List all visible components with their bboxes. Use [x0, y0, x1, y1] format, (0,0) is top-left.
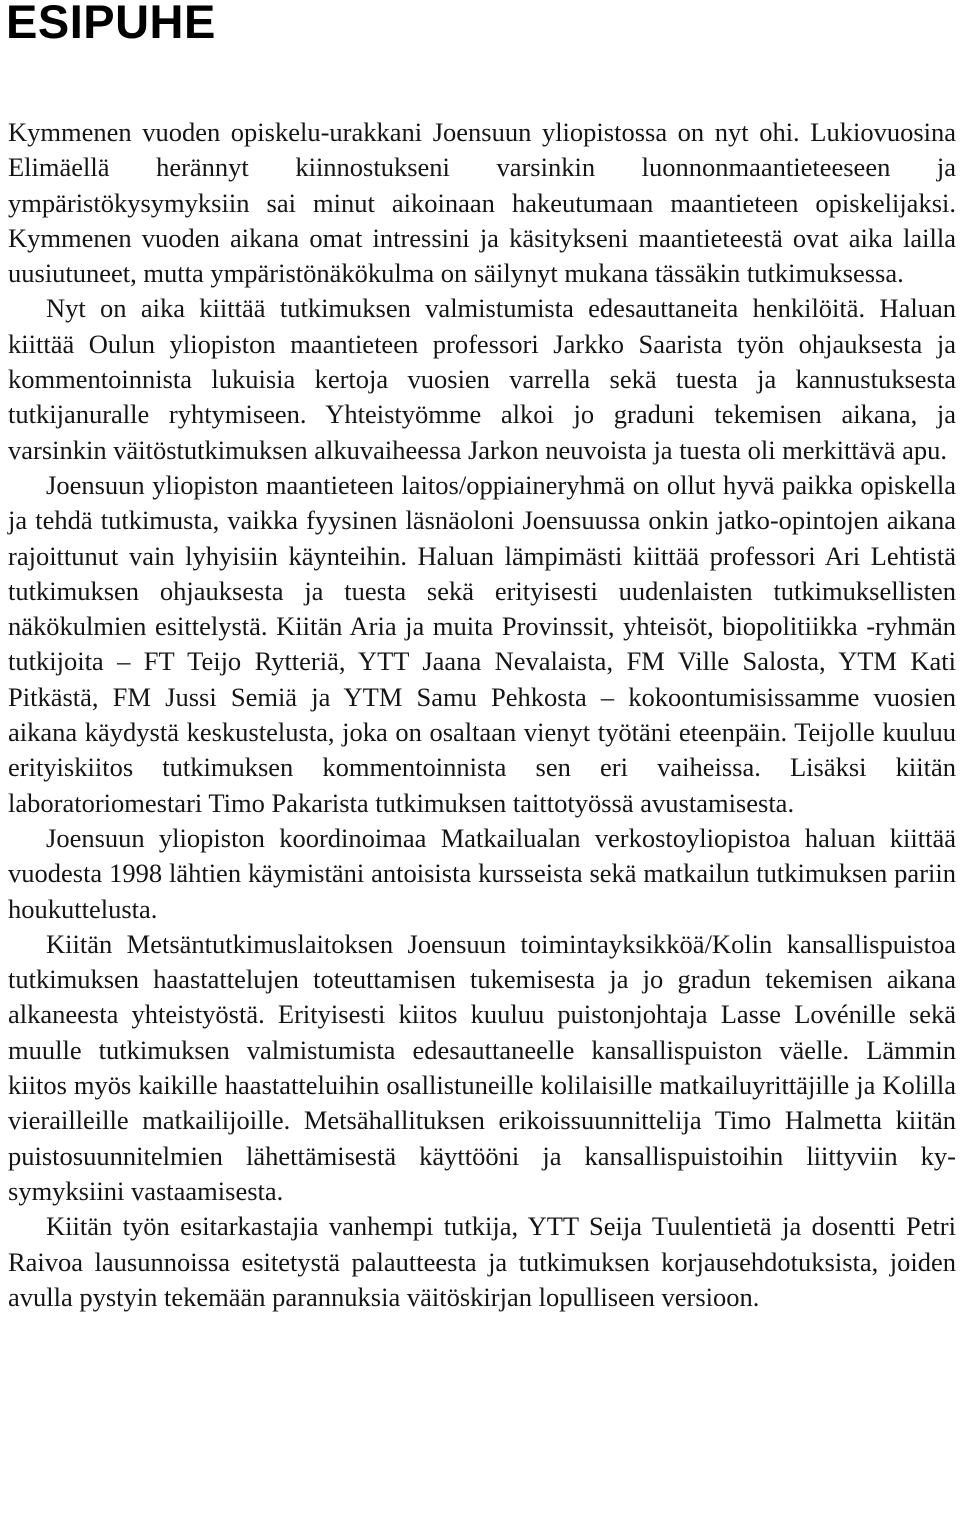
paragraph-5: Kiitän Metsäntutkimuslaitoksen Joensuun toimintayksikköä/Kolin kansallispuistoa tutkimuksen haastattelujen toteuttamisen tukemisesta ja jo gradun tekemisen aikana alkaneesta yhteistyöstä. Erityisesti kiitos kuuluu puistonjohtaja Lasse Lovénille sekä muulle tutkimuksen valmistumista edesauttaneelle kansallispuiston väelle. Lämmin kiitos myös kaikille haastatteluihin osallistuneille kolilaisille matkailuyrittäjille ja Kolilla vierailleille matkailijoille. Metsähallituksen erikoissuunnittelija Timo Halmetta kiitän puistosuunnitelmien lähettämisestä käyttööni ja kansallispuistoihin liittyviin kysymyksiini vastaamisesta.: [8, 928, 956, 1206]
paragraph-4: Joensuun yliopiston koordinoimaa Matkailualan verkostoyliopistoa haluan kiittää vuodesta 1998 lähtien käymistäni antoisista kursseista sekä matkailun tutkimuksen pariin houkuttelusta.: [8, 822, 956, 924]
paragraph-2: Nyt on aika kiittää tutkimuksen valmistumista edesauttaneita henkilöitä. Haluan kiittää Oulun yliopiston maantieteen professori Jarkko Saarista työn ohjauksesta ja kommentoinnista lukuisia kertoja vuosien varrella sekä tuesta ja kannustuksesta tutkijanuralle ryhtymiseen. Yhteistyömme alkoi jo graduni tekemisen aikana, ja varsinkin väitöstutkimuksen alkuvaiheessa Jarkon neuvoista ja tuesta oli merkittävä apu.: [8, 293, 956, 465]
preface-body: [8, 115, 956, 1315]
paragraph-3: Joensuun yliopiston maantieteen laitos/oppiaineryhmä on ollut hyvä paikka opiskella ja tehdä tutkimusta, vaikka fyysinen läsnäoloni Joensuussa onkin jatko-opintojen aikana rajoittunut vain lyhyisiin käynteihin. Haluan lämpimästi kiittää professori Ari Lehtistä tutkimuksen ohjauksesta ja tuesta sekä erityisesti uudenlaisten tutkimuksellisten näkökulmien esittelystä. Kiitän Aria ja muita Provinssit, yhteisöt, biopolitiikka -ryhmän tutkijoita – FT Teijo Rytteriä, YTT Jaana Nevalaista, FM Ville Salosta, YTM Kati Pitkästä, FM Jussi Semiä ja YTM Samu Pehkosta – kokoontumisissamme vuosien aikana käydystä keskustelusta, joka on osaltaan vienyt työtäni eteenpäin. Teijolle kuuluu erityiskiitos tutkimuksen kommentoinnista sen eri vaiheissa. Lisäksi kiitän laboratoriomestari Timo Pakarista tutkimuksen taittotyössä avustamisesta.: [8, 469, 956, 818]
page-title: ESIPUHE: [6, 0, 216, 48]
paragraph-6: Kiitän työn esitarkastajia vanhempi tutkija, YTT Seija Tuulentietä ja dosentti Petri Raivoa lausunnoissa esitetystä palautteesta ja tutkimuksen korjausehdotuksista, joiden avulla pystyin tekemään parannuksia väitöskirjan lopulliseen versioon.: [8, 1211, 956, 1312]
paragraph-1: Kymmenen vuoden opiskelu-urakkani Joensuun yliopistossa on nyt ohi. Lukiovuosina Elimäellä herännyt kiinnostukseni varsinkin luonnonmaantieteeseen ja ympäristökysymyksiin sai minut aikoinaan hakeutumaan maantieteen opiskelijaksi. Kymmenen vuoden aikana omat intressini ja käsitykseni maantieteestä ovat aika lailla uusiutuneet, mutta ympäristönäkökulma on säilynyt mukana tässäkin tutkimuksessa.: [8, 117, 956, 289]
